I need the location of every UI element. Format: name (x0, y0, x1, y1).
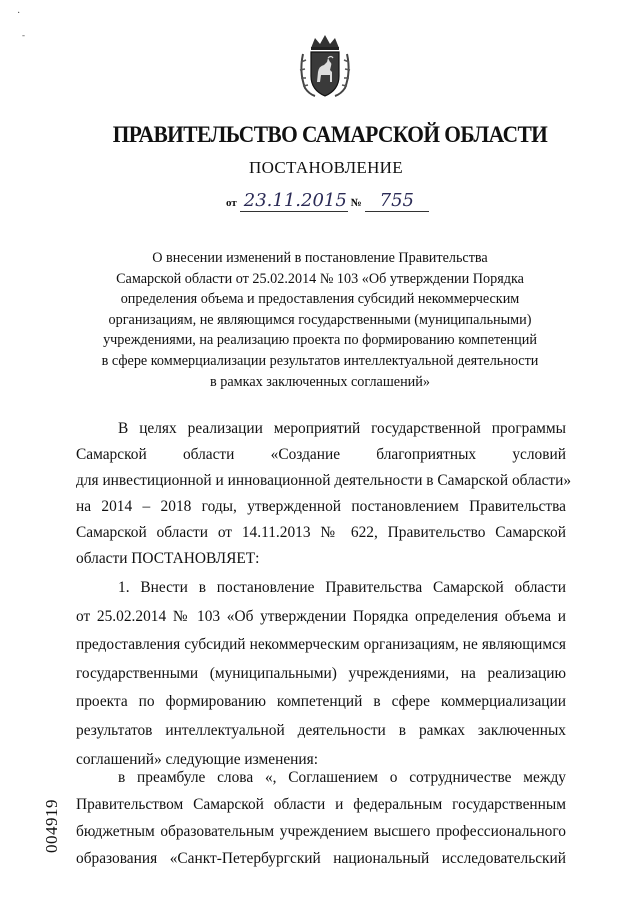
government-title: ПРАВИТЕЛЬСТВО САМАРСКОЙ ОБЛАСТИ (112, 122, 548, 147)
preamble-change-paragraph (76, 764, 566, 872)
clause-1-paragraph (76, 574, 566, 774)
text-line: образования «Санкт-Петербургский национальный исследовательский (76, 850, 566, 867)
text-line: соглашений» следующие изменения: (76, 750, 318, 768)
text-line: области ПОСТАНОВЛЯЕТ: (76, 550, 260, 567)
text-line: от 25.02.2014 № 103 «Об утверждении Порядка определения объема и (76, 607, 566, 625)
decree-title: ПОСТАНОВЛЕНИЕ (249, 158, 403, 177)
text-line: бюджетным образовательным учреждением высшего профессионального (76, 823, 566, 840)
subject-line: Самарской области от 25.02.2014 № 103 «Об утверждении Порядка (116, 270, 524, 287)
text-line: Самарской области от 14.11.2013 № 622, Правительство Самарской (76, 524, 566, 541)
text-line: проекта по формированию компетенций в сфере коммерциализации (76, 693, 566, 711)
date-number-line (226, 190, 429, 212)
text-line: В целях реализации мероприятий государственной программы (118, 420, 566, 437)
scan-mark: · (17, 8, 21, 19)
scan-mark-2: - (22, 30, 25, 40)
date-label: от (226, 197, 237, 209)
registration-number: 004919 (42, 799, 61, 853)
coat-of-arms-icon (297, 32, 353, 100)
preamble-paragraph (76, 416, 572, 572)
subject-line: определения объема и предоставления субсидий некоммерческим (120, 291, 520, 308)
subject-line: О внесении изменений в постановление Правительства (152, 250, 488, 266)
text-line: предоставления субсидий некоммерческим организациям, не являющимся (76, 636, 566, 654)
text-line: 1. Внести в постановление Правительства Самарской области (118, 579, 566, 596)
subject-line: в рамках заключенных соглашений» (210, 373, 430, 390)
text-line: результатов интеллектуальной деятельности в рамках заключенных (76, 721, 566, 739)
decree-subject (80, 248, 560, 392)
subject-line: организациям, не являющимся государственными (муниципальными) (108, 311, 532, 328)
number-label: № (350, 197, 362, 209)
text-line: в преамбуле слова «, Соглашением о сотрудничестве между (118, 769, 566, 786)
subject-line: учреждениями, на реализацию проекта по формированию компетенций (103, 332, 537, 349)
subject-line: в сфере коммерциализации результатов интеллектуальной деятельности (101, 352, 539, 369)
text-line: государственными (муниципальными) учреждениями, на реализацию (76, 664, 566, 682)
text-line: для инвестиционной и инновационной деятельности в Самарской области» (76, 472, 572, 489)
text-line: Самарской области «Создание благоприятных условий (76, 446, 566, 463)
decree-date: 23.11.2015 (240, 190, 348, 212)
text-line: Правительством Самарской области и федеральным государственным (76, 796, 566, 813)
decree-number: 755 (365, 190, 429, 212)
text-line: на 2014 – 2018 годы, утвержденной постановлением Правительства (76, 498, 566, 515)
